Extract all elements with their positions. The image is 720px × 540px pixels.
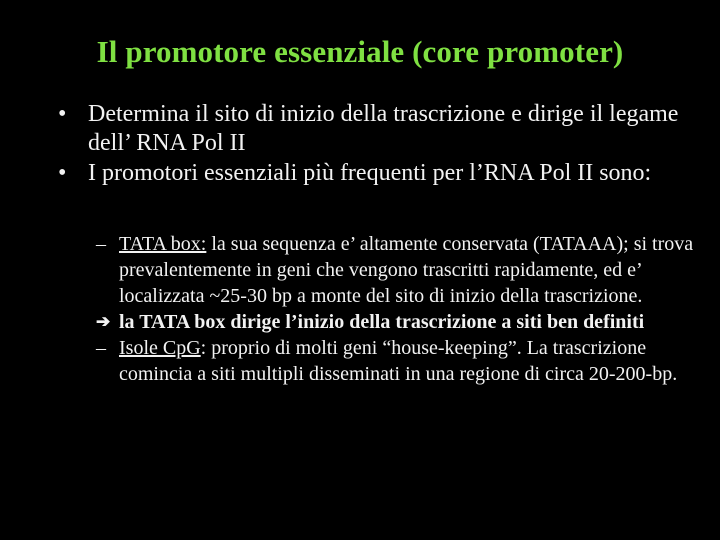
sub-bullet-tata bbox=[96, 231, 696, 309]
bullet-text: I promotori essenziali più frequenti per l’RNA Pol II sono: bbox=[88, 160, 652, 186]
arrow-right-icon: ➔ bbox=[96, 312, 111, 331]
sub-bullet-arrow bbox=[96, 309, 696, 335]
sub-bullet-cpg bbox=[96, 335, 696, 387]
bullet-item bbox=[58, 159, 698, 188]
bullet-item bbox=[58, 100, 698, 158]
arrow-text: la TATA box dirige l’inizio della trascrizione a siti ben definiti bbox=[119, 311, 645, 333]
cpg-text: : proprio di molti geni “house-keeping”. La trascrizione comincia a siti multipli disseminati in una regione di circa 20-200-bp. bbox=[119, 337, 678, 385]
bullet-dot-icon: • bbox=[58, 101, 67, 127]
dash-icon: – bbox=[96, 337, 106, 359]
sub-bullet-list bbox=[96, 231, 696, 387]
bullet-text: Determina il sito di inizio della trascrizione e dirige il legame dell’ RNA Pol II bbox=[88, 101, 679, 156]
bullet-dot-icon: • bbox=[58, 160, 67, 186]
tata-box-text: la sua sequenza e’ altamente conservata (TATAAA); si trova prevalentemente in geni che vengono trascritti rapidamente, ed e’ localizzata ~25-30 bp a monte del sito di inizio della trascrizione. bbox=[119, 233, 694, 307]
slide-title: Il promotore essenziale (core promoter) bbox=[96, 34, 624, 69]
dash-icon: – bbox=[96, 233, 106, 255]
bullet-list bbox=[58, 100, 698, 189]
cpg-label: Isole CpG bbox=[119, 337, 201, 359]
tata-box-label: TATA box: bbox=[119, 233, 207, 255]
